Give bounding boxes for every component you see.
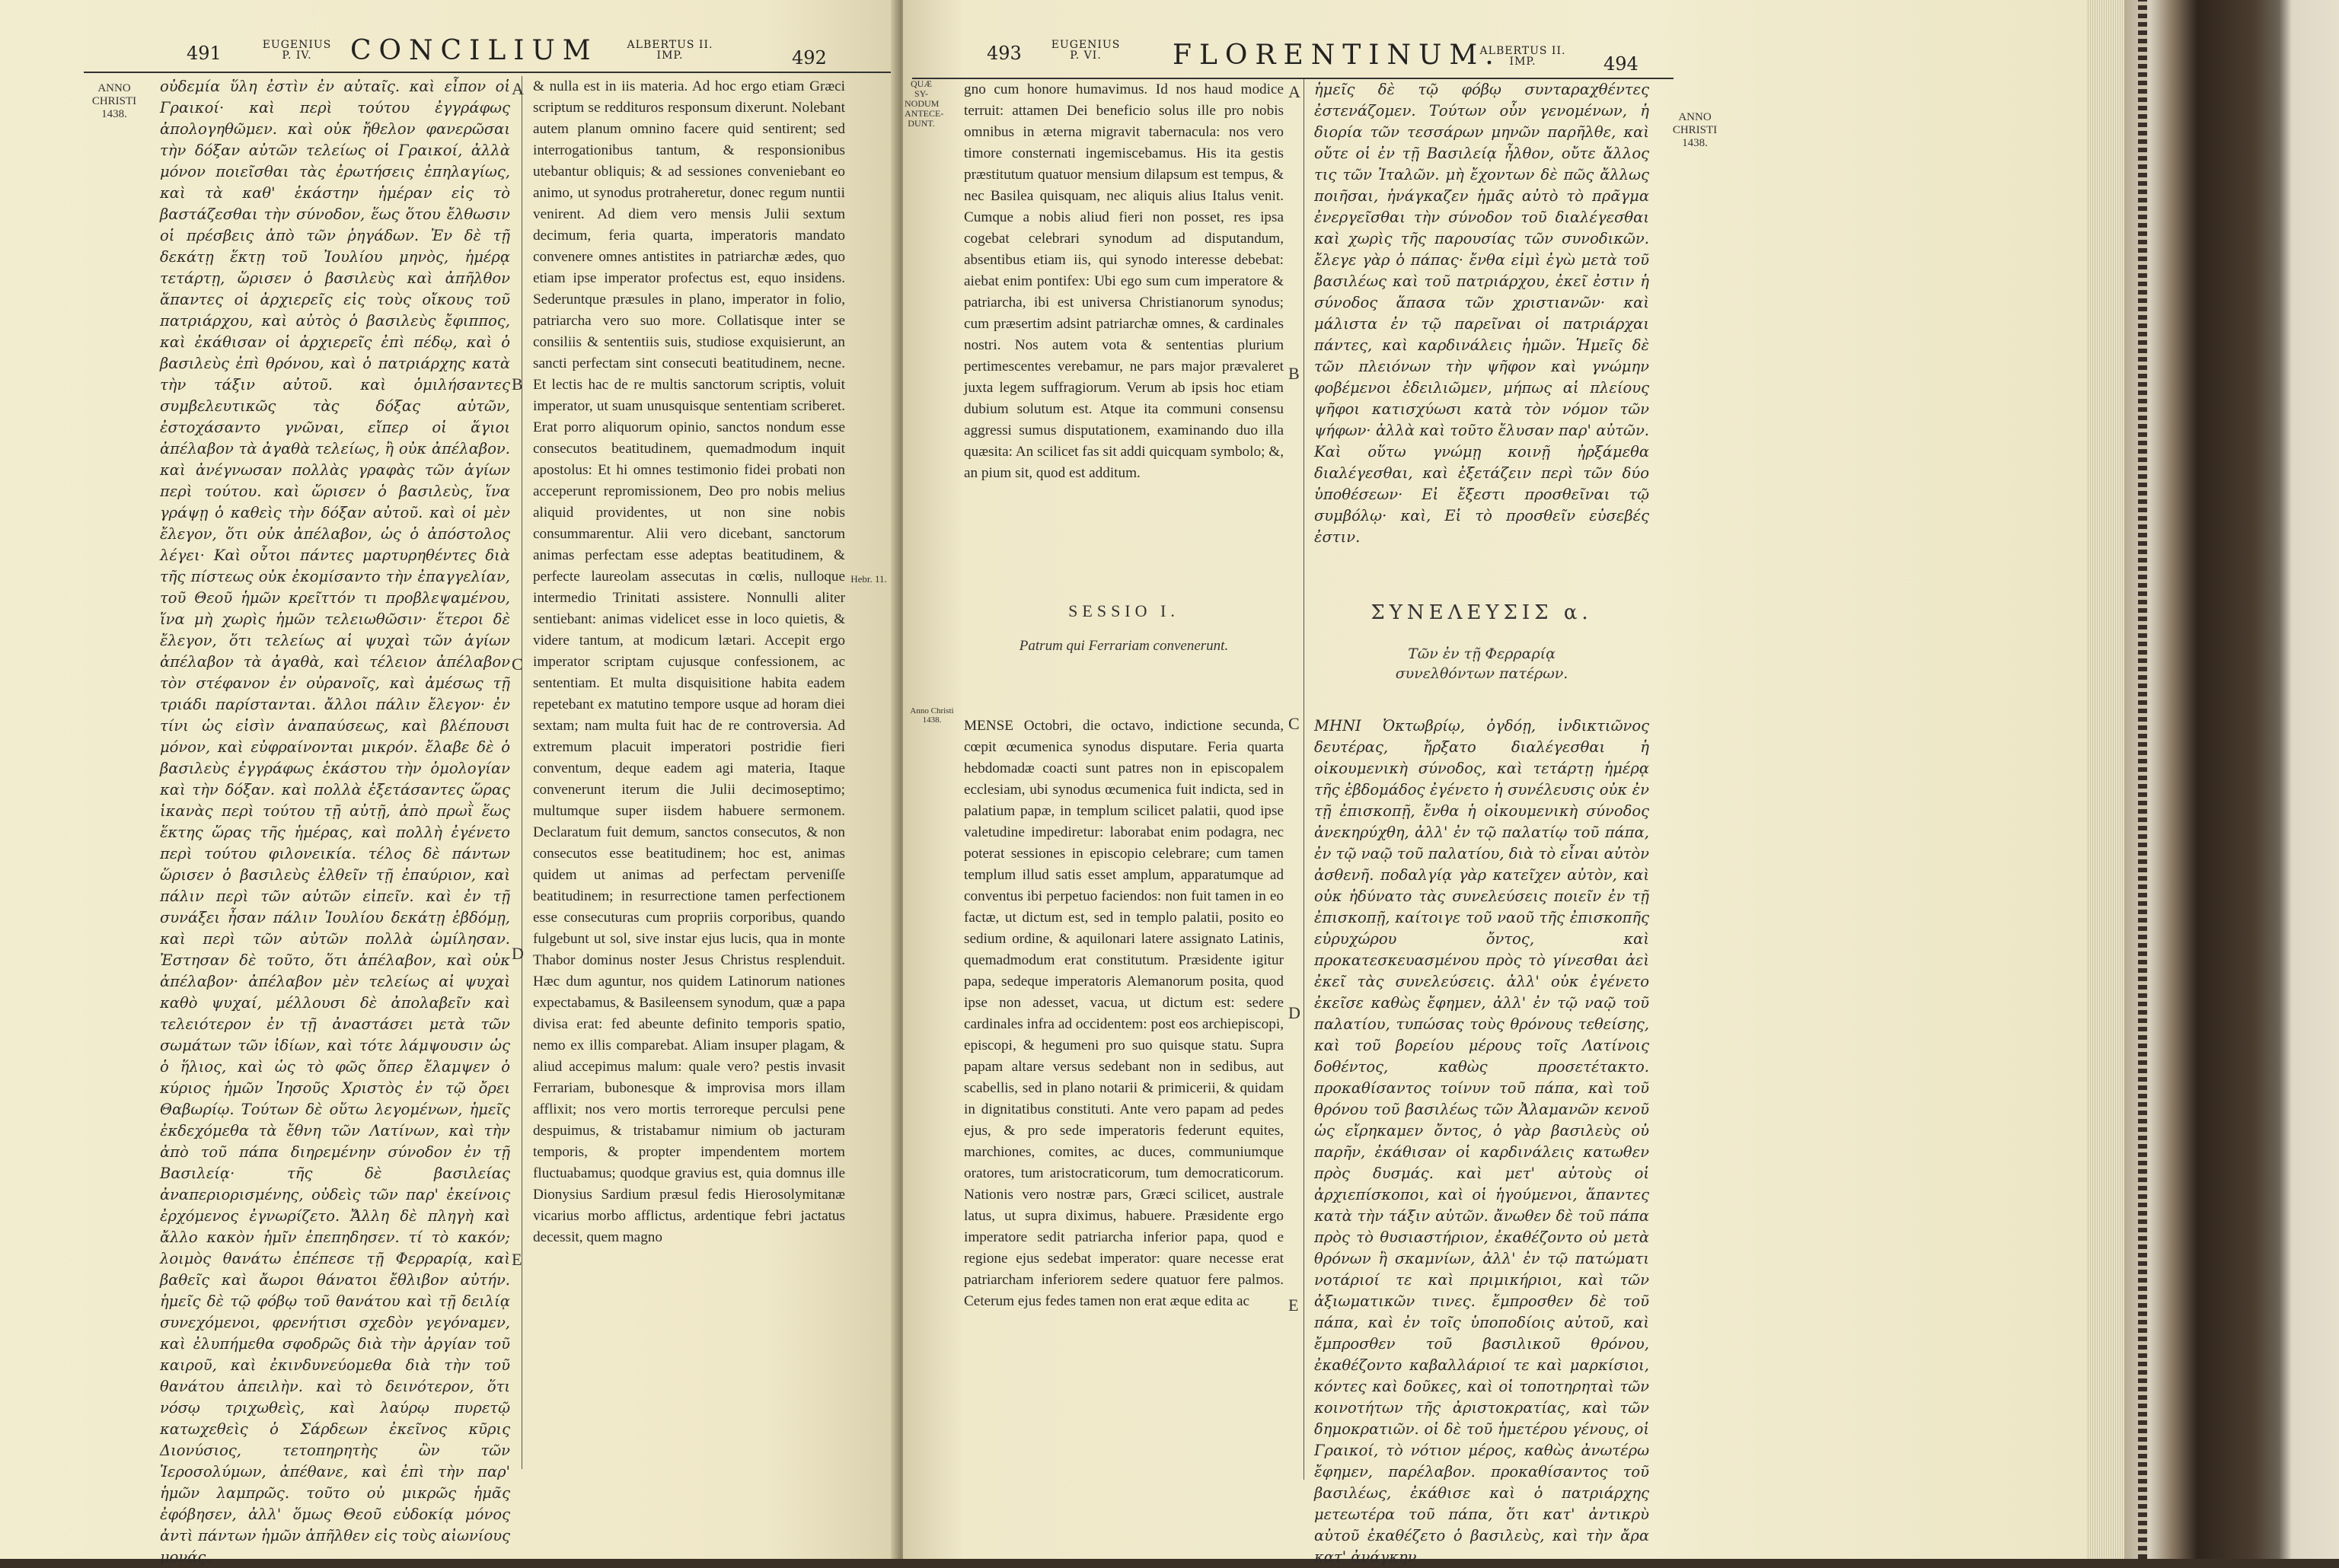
left-margin-letter-c: C: [512, 655, 523, 674]
left-page: [0, 0, 898, 1566]
session-greek-title: ΣΥΝΕΛΕΥΣΙΣ α.: [1371, 601, 1593, 624]
right-running-title: FLORENTINUM.: [1173, 40, 1501, 71]
right-header-pope-name: EUGENIUS: [1051, 39, 1121, 51]
left-header-pope-name: EUGENIUS: [262, 39, 332, 51]
right-header-emperor-name: ALBERTUS II.: [1479, 45, 1566, 57]
right-margin-letter-d: D: [1288, 1003, 1300, 1022]
right-page-number-2: 494: [1603, 53, 1639, 75]
right-margin-note-left: QUÆ SY-NODUM ANTECE-DUNT.: [905, 78, 944, 129]
right-header-pope-number: P. VI.: [1070, 49, 1102, 62]
right-latin-bottom-column: [964, 715, 1284, 1477]
session-latin-subtitle: Patrum qui Ferrariam convenerunt.: [1019, 638, 1229, 654]
right-margin-year-mid: Anno Christi 1438.: [910, 706, 954, 725]
left-running-title: CONCILIUM: [350, 35, 598, 66]
right-header-emperor: [1469, 46, 1576, 67]
left-greek-column: [160, 76, 510, 1566]
book-spine-stripe: [2138, 0, 2147, 1559]
right-header-pope: [1048, 40, 1124, 61]
book-cover-edge: [2124, 0, 2339, 1559]
right-page-number-1: 493: [987, 43, 1022, 64]
left-header-emperor-name: ALBERTUS II.: [627, 39, 713, 51]
right-page: [903, 0, 2124, 1566]
right-greek-bottom-column: [1314, 715, 1649, 1566]
left-margin-letter-a: A: [512, 79, 524, 98]
left-header-rule: [84, 72, 895, 73]
left-margin-note: Hebr. 11.: [850, 573, 887, 585]
right-latin-top-text: gno cum honore humavimus. Id nos haud modice terruit: attamen Dei beneficio solus ille pro nobis omnibus in æterna migravit tabernacula: nos vero timore consternati ingemiscebamus. His ita gestis præstitutum quatuor mensium dilapsum est tempus, & nec Basilea quisquam, nec aliquis alius Italus venit. Cumque a nobis aliud fieri non posset, res ipsa cogebat celebrari synodum ad disputandum, absentibus etiam iis, qui synodo interesse debebat: aiebat enim pontifex: Ubi ego sum cum imperatore & patriarcha, ibi est universa Christianorum synodus; cum præsertim adsint patriarchæ omnes, & cardinales nostri. Nos autem vota & sententias plurium pertimescentes verebamur, ne pars major prævaleret juxta legem suffragiorum. Verum ab ipsis hoc etiam dubium solutum est. Atque ita communi consensu aggressi sumus disputationem, examinando duo illa quæsita: An scilicet fas sit addi quicquam symbolo; &, an pium sit, quod est additum.: [964, 81, 1284, 481]
left-header-emperor: [617, 40, 723, 61]
left-page-number-2: 492: [792, 47, 827, 69]
right-margin-letter-c: C: [1288, 714, 1300, 733]
right-greek-bottom-text: ΜΗΝΙ Ὀκτωβρίῳ, ὀγδόῃ, ἰνδικτιῶνος δευτέρας, ἤρξατο διαλέγεσθαι ἡ οἰκουμενικὴ σύνοδος, καὶ τετάρτῃ ἡμέρᾳ τῆς ἑβδομάδος ἐγένετο ἡ συνέλευσις οὐκ ἐν τῇ ἐπισκοπῇ, ἔνθα ἡ οἰκουμενικὴ σύνοδος ἀνεκηρύχθη, ἀλλ' ἐν τῷ παλατίῳ τοῦ πάπα, ἐν τῷ ναῷ τοῦ παλατίου, διὰ τὸ εἶναι αὐτὸν ἀσθενῆ. ποδαλγίᾳ γὰρ κατεῖχεν αὐτὸν, καὶ οὐκ ἠδύνατο τὰς συνελεύσεις ποιεῖν ἐν τῇ ἐπισκοπῇ, καίτοιγε τοῦ ναοῦ τῆς ἐπισκοπῆς εὐρυχώρου ὄντος, καὶ προκατεσκευασμένου πρὸς τὸ γίνεσθαι ἀεὶ ἐκεῖ τὰς συνελεύσεις. ἀλλ' οὐκ ἐγένετο ἐκεῖσε καθὼς ἔφημεν, ἀλλ' ἐν τῷ ναῷ τοῦ παλατίου, τυπώσας τοὺς θρόνους τεθείσης, καὶ τοῦ βορείου μέρους τοῖς Λατίνοις δοθέντος, καθὼς προσετέτακτο. προκαθίσαντος τοίνυν τοῦ πάπα, καὶ τοῦ θρόνου τοῦ βασιλέως τῶν Ἀλαμανῶν κενοῦ ὡς εἴρηκαμεν ὄντος, ὁ γὰρ βασιλεὺς οὐ παρῆν, ἐκάθισαν οἱ καρδινάλεις κατωθεν πρὸς δυσμάς. καὶ μετ' αὐτοὺς οἱ ἀρχιεπίσκοποι, καὶ οἱ ἡγούμενοι, ἅπαντες κατὰ τὴν τάξιν αὐτῶν. ἄνωθεν δὲ τοῦ πάπα πρὸς τὸ θυσιαστήριον, ἐκαθέζοντο οὐ μετὰ θρόνων ἢ σκαμνίων, ἀλλ' ἐν τῷ πατώματι νοτάριοί τε καὶ πριμικήριοι, καὶ τῶν ἀξιωματικῶν τινες. ἔμπροσθεν δὲ τοῦ πάπα, καὶ ἐν τοῖς ὑποποδίοις αὐτοῦ, καὶ ἔμπροσθεν τοῦ βασιλικοῦ θρόνου, ἐκαθέζοντο καβαλλάριοί τε καὶ μαρκίσιοι, κόντες καὶ δοῦκες, καὶ οἱ τοποτηρηταὶ τῶν κοινοτήτων τῆς ἀριστοκρατίας, καὶ τῶν δημοκρατιῶν. οἱ δὲ τοῦ ἡμετέρου γένους, οἱ Γραικοί, τὸ νότιον μέρος, καθὼς ἀνωτέρω ἔφημεν, παρέλαβον. προκαθίσαντος τοῦ βασιλέως, ἐκάθισε καὶ ὁ πατριάρχης μετεωτέρα τοῦ πάπα, ὅτι κατ' ἀντικρὺ αὐτοῦ ἐκαθέζετο ὁ βασιλεὺς, καὶ τὴν ἄρα κατ' ἀνάγκην: [1314, 717, 1649, 1566]
left-latin-text: & nulla est in iis materia. Ad hoc ergo etiam Græci scriptum se reddituros responsum dixerunt. Nolebant autem planum omnino facere quid sentirent; sed interrogationibus tantum, & responsionibus utebantur obliquis; & ad sessiones conveniebant eo animo, ut synodus protraheretur, donec regum nuntii venirent. Ad diem vero mensis Julii sextum decimum, feria quarta, imperatoris mandato convenere omnes antistites in patriarchæ ædes, quo etiam ipse imperator profectus est, equo insidens. Sederuntque præsules in plano, imperator in folio, patriarcha vero suo more. Collatisque inter se consiliis & sententiis suis, studiose exquisierunt, an sancti perfectam sint consecuti beatitudinem, necne. Et lectis hac de re multis sanctorum scriptis, voluit imperator, ut suam unusquisque sententiam scriberet. Erat porro aliquorum opinio, sanctos nondum esse consecutos beatitudinem, quemadmodum inquit apostolus: Et hi omnes testimonio fidei probati non acceperunt repromissionem, Deo pro nobis melius aliquid providentes, ut non sine nobis consummarentur. Alii vero dicebant, sanctorum animas perfectam esse adeptas beatitudinem, & perfecte laureolam assecutas in cœlis, nulloque intermedio Trinitati assistere. Nonnulli aliter sentiebant: animas videlicet esse in loco quietis, & videre tantum, at modicum lætari. Accepit ergo imperator scriptam cujusque confessionem, ac sententiam. Et multa disquisitione habita eadem repetebant ex matutino tempore usque ad horam diei sextam; nam multa fuit hac de re controversia. Ad extremum placuit imperatori postridie fieri conventum, deque eadem agi materia, Itaque convenerunt iterum die Julii decimoseptimo; multumque super iisdem habuere sermonem. Declaratum fuit demum, sanctos consecutos, & non consecutos esse beatitudinem; hoc est, animas quidem ut animas ad perfectam perveniſſe beatitudinem; in resurrectione tamen perfectionem esse consecuturas cum propriis corporibus, quando fulgebunt ut sol, sive instar ejus lucis, qua in monte Thabor dominus noster Jesus Christus resplenduit. Hæc dum aguntur, nos quidem Latinorum nationes expectabamus, & Basileensem synodum, quæ a papa divisa erat: fed abeunte definito temporis spatio, nemo ex illis comparebat. Aliam insuper plagam, & aliud accepimus malum: quale vero? pestis invasit Ferrariam, bubonesque & improvisa mors illam afflixit; nos vero mortis terroreque perculsi pene despuimus, & tristabamur nimium ob jacturam temporis, & propter impendentem mortem fluctuabamus; quodque gravius est, quia domnus ille Dionysius Sardium præsul fedis Hierosolymitanæ vicarius morbo afflictus, ardentique febri jactatus decessit, quem magno: [533, 78, 845, 1245]
left-greek-text: οὐδεμία ὕλη ἐστὶν ἐν αὐταῖς. καὶ εἶπον οἱ Γραικοί· καὶ περὶ τούτου ἐγγράφως ἀπολογηθῶμεν. καὶ οὐκ ἤθελον φανερῶσαι τὴν δόξαν αὐτῶν τελείως οἱ Γραικοί, ἀλλὰ μόνον ποιεῖσθαι τὰς ἐρωτήσεις ἐπηλαγίως, καὶ τὰ καθ' ἑκάστην ἡμέραν εἰς τὸ βαστάζεσθαι τὴν σύνοδον, ἕως ὅτου ἔλθωσιν οἱ πρέσβεις ἀπὸ τῶν ῥηγάδων. Ἐν δὲ τῇ δεκάτῃ ἕκτῃ τοῦ Ἰουλίου μηνὸς, ἡμέρᾳ τετάρτῃ, ὥρισεν ὁ βασιλεὺς καὶ ἀπῆλθον ἅπαντες οἱ ἀρχιερεῖς εἰς τοὺς οἴκους τοῦ πατριάρχου, καὶ αὐτὸς ὁ βασιλεὺς ἔφιππος, καὶ ἐκάθισαν οἱ ἀρχιερεῖς ἐπὶ πέδῳ, καὶ ὁ βασιλεὺς ἐπὶ θρόνου, καὶ ὁ πατριάρχης κατὰ τὴν τάξιν αὐτοῦ. καὶ ὁμιλήσαντες συμβελευτικῶς τὰς δόξας αὐτῶν, ἐστοχάσαντο γνῶναι, εἴπερ οἱ ἅγιοι ἀπέλαβον τὰ ἀγαθὰ τελείως, ἢ οὐκ ἀπέλαβον. καὶ ἀνέγνωσαν πολλὰς γραφὰς τῶν ἁγίων περὶ τούτου. καὶ ὥρισεν ὁ βασιλεὺς, ἵνα γράψῃ ὁ καθεὶς τὴν δόξαν αὐτοῦ. καὶ οἱ μὲν ἔλεγον, ὅτι οὐκ ἀπέλαβον, ὡς ὁ ἀπόστολος λέγει· Καὶ οὗτοι πάντες μαρτυρηθέντες διὰ τῆς πίστεως οὐκ ἐκομίσαντο τὴν ἐπαγγελίαν, τοῦ Θεοῦ ἡμῶν κρεῖττόν τι προβλεψαμένου, ἵνα μὴ χωρὶς ἡμῶν τελειωθῶσιν· ἕτεροι δὲ ἔλεγον, ὅτι τελείως αἱ ψυχαὶ τῶν ἁγίων ἀπέλαβον τὰ ἀγαθὰ, καὶ τέλειον ἀπέλαβον τὸν στέφανον ἐν οὐρανοῖς, καὶ ἀμέσως τῇ τριάδι παρίστανται. ἄλλοι πάλιν ἔλεγον· ἐν τίνι ὡς εἰσὶν ἀναπαύσεως, καὶ βλέπουσι μόνον, καὶ εὐφραίνονται μικρόν. ἔλαβε δὲ ὁ βασιλεὺς ἐγγράφως ἑκάστου τὴν ὁμολογίαν καὶ τὴν δόξαν. καὶ πολλὰ ἐξετάσαντες ὥρας ἱκανὰς περὶ τούτου τῇ αὐτῇ, ἀπὸ πρωῒ ἕως ἕκτης ὥρας τῆς ἡμέρας, καὶ πολλὴ ἐγένετο περὶ τούτου φιλονεικία. τέλος δὲ πάντων ὥρισεν ὁ βασιλεὺς ἐλθεῖν τῇ ἐπαύριον, καὶ πάλιν περὶ τῶν αὐτῶν εἰπεῖν. καὶ ἐν τῇ συνάξει ἦσαν πάλιν Ἰουλίου δεκάτῃ ἑβδόμῃ, καὶ περὶ τῶν αὐτῶν πολλὰ ὡμίλησαν. Ἐστησαν δὲ τοῦτο, ὅτι ἀπέλαβον, καὶ οὐκ ἀπέλαβον· ἀπέλαβον μὲν τελείως αἱ ψυχαὶ καθὸ ψυχαί, μέλλουσι δὲ ἀπολαβεῖν καὶ τελειότερον ἐν τῇ ἀναστάσει μετὰ τῶν σωμάτων τῶν ἰδίων, καὶ τότε λάμψουσιν ὡς ὁ ἥλιος, καὶ ὡς τὸ φῶς ὅπερ ἔλαμψεν ὁ κύριος ἡμῶν Ἰησοῦς Χριστὸς ἐν τῷ ὄρει Θαβωρίῳ. Τούτων δὲ οὕτω λεγομένων, ἡμεῖς ἐκδεχόμεθα τὰ ἔθνη τῶν Λατίνων, καὶ τὴν ἀπὸ τοῦ πάπα διηρεμένην σύνοδον ἐν τῇ Βασιλείᾳ· τῆς δὲ βασιλείας ἀναπεριορισμένης, οὐδεὶς τῶν παρ' ἐκείνοις ἐρχόμενος ἐγνωρίζετο. Ἄλλη δὲ πληγὴ καὶ ἄλλο κακὸν ἡμῖν ἐπεπηδησεν. τί τὸ κακόν; λοιμὸς θανάτω ἐπέπεσε τῇ Φερραρίᾳ, καὶ βαθεῖς καὶ ἄωροι θάνατοι ἔθλιβον αὐτήν. ἡμεῖς δὲ τῷ φόβῳ τοῦ θανάτου καὶ τῇ δειλίᾳ συνεχόμενοι, φρενήτισι σχεδὸν γεγόναμεν, καὶ ἐλυπήμεθα σφοδρῶς διὰ τὴν ἀργίαν τοῦ καιροῦ, καὶ ἐκινδυνεύομεθα διὰ τὴν τοῦ θανάτου ἀπειλὴν. καὶ τὸ δεινότερον, ὅτι νόσῳ τριχωθεὶς, καὶ λαύρῳ πυρετῷ κατωχεθεὶς ὁ Σάρδεων ἐκεῖνος κῦρις Διονύσιος, τετοπηρητὴς ὢν τῶν Ἱεροσολύμων, ἀπέθανε, καὶ ἐπὶ τὴν παρ' ἡμῶν λαμπρῶς. τοῦτο οὐ μικρῶς ἡμᾶς ἐφόβησεν, ἀλλ' ὅμως Θεοῦ εὐδοκίᾳ μόνος ἀντὶ πάντων ἡμῶν ἀπῆλθεν εἰς τοὺς αἰωνίους μονάς.: [160, 78, 510, 1566]
left-margin-letter-d: D: [512, 944, 524, 963]
session-greek-subtitle: Τῶν ἐν τῇ Φερραρίᾳ συνελθόντων πατέρων.: [1395, 645, 1568, 682]
right-page-fore-edge: [2086, 0, 2124, 1559]
left-page-number-1: 491: [187, 43, 222, 64]
right-latin-bottom-text: MENSE Octobri, die octavo, indictione secunda, cœpit œcumenica synodus disputare. Feria quarta hebdomadæ coacti sunt patres non in episcopalem ecclesiam, ubi synodus œcumenica fuit indicta, sed in palatium papæ, in templum scilicet palatii, quod ipse valetudine impediretur: laborabat enim podagra, nec poterat sessiones in episcopio celebrare; cum tamen templum illud satis esset amplum, apparatumque ad conventus ibi perpetuo faciendos: non fuit tamen in eo factæ, ut dictum est, sed in templo palatii, posito eo sedium ordine, & aquilonari latere assignato Latinis, quemadmodum erat constitutum. Præsidente igitur papa, sedeque imperatoris Alemanorum posita, quod ipse non adesset, vacua, ut dictum est: sedere cardinales infra ad occidentem: post eos archiepiscopi, episcopi, & hegumeni pro suo quisque statu. Supra papam altare versus sedebant non in sedibus, aut scabellis, sed in plano notarii & primicerii, & quidam in dignitatibus constituti. Ante vero papam ad pedes ejus, & pro sede imperatoris federunt equites, marchiones, comites, ac duces, communiumque oratores, tum aristocraticorum, tum democraticorum. Nationis vero nostræ pars, Græci scilicet, australe latus, ut supra diximus, habuere. Præsidente ergo imperatore sedit patriarcha inferior papa, quod e regione ejus sedebat imperator: quare necesse erat patriarcham inferiorem sedere quatuor fere palmos. Ceterum ejus fedes tamen non erat æque edita ac: [964, 718, 1284, 1309]
left-margin-letter-e: E: [512, 1250, 522, 1269]
right-margin-letter-a: A: [1288, 82, 1300, 101]
right-greek-top-column: [1314, 79, 1649, 597]
right-margin-letter-b: B: [1288, 364, 1300, 383]
left-margin-letter-b: B: [512, 374, 523, 394]
left-latin-column: [533, 76, 845, 1477]
left-header-pope: [259, 40, 335, 61]
left-header-pope-number: P. IV.: [282, 49, 312, 62]
right-latin-top-column: [964, 79, 1284, 582]
right-margin-letter-e: E: [1288, 1296, 1299, 1315]
right-header-emperor-title: IMP.: [1509, 56, 1536, 68]
session-latin-title: SESSIO I.: [1068, 601, 1179, 620]
left-header-emperor-title: IMP.: [656, 49, 684, 62]
right-greek-top-text: ἡμεῖς δὲ τῷ φόβῳ συνταραχθέντες ἐστενάζομεν. Τούτων οὖν γενομένων, ἡ διορία τῶν τεσσάρων μηνῶν παρῆλθε, καὶ οὔτε οἱ ἐν τῇ Βασιλείᾳ ἦλθον, οὔτε ἄλλος τις τῶν Ἰταλῶν. μὴ ἔχοντων δὲ πῶς ἄλλως ποιῆσαι, ἠνάγκαζεν ἡμᾶς αὐτὸ τὸ πρᾶγμα ἐνεργεῖσθαι τὴν σύνοδον τοῦ διαλέγεσθαι καὶ χωρὶς τῆς παρουσίας τῶν συνοδικῶν. ἔλεγε γὰρ ὁ πάπας· ἔνθα εἰμὶ ἐγὼ μετὰ τοῦ βασιλέως καὶ τοῦ πατριάρχου, ἐκεῖ ἐστιν ἡ σύνοδος ἅπασα τῶν χριστιανῶν· καὶ μάλιστα ἐν τῷ παρεῖναι οἱ πατριάρχαι πάντες, καὶ καρδινάλεις ἡμῶν. Ἡμεῖς δὲ τῶν πλειόνων τὴν ψῆφον καὶ γνώμην φοβέμενοι ἐδειλιῶμεν, μήπως αἱ πλείους ψῆφοι κατισχύωσι κατὰ τὸν νόμον τῶν ψήφων· ἀλλὰ καὶ τοῦτο ἔλυσαν παρ' αὐτῶν. Καὶ οὕτω γνώμῃ κοινῇ ἠρξάμεθα διαλέγεσθαι, καὶ ἐξετάζειν περὶ τῶν δύο ὑποθέσεων· Εἰ ἔξεστι προσθεῖναι τῷ συμβόλῳ· καὶ, Εἰ τὸ προσθεῖν εὐσεβές ἐστιν.: [1314, 81, 1649, 546]
right-margin-year: ANNO CHRISTI 1438.: [1672, 111, 1718, 149]
left-margin-year: ANNO CHRISTI 1438.: [91, 82, 137, 120]
